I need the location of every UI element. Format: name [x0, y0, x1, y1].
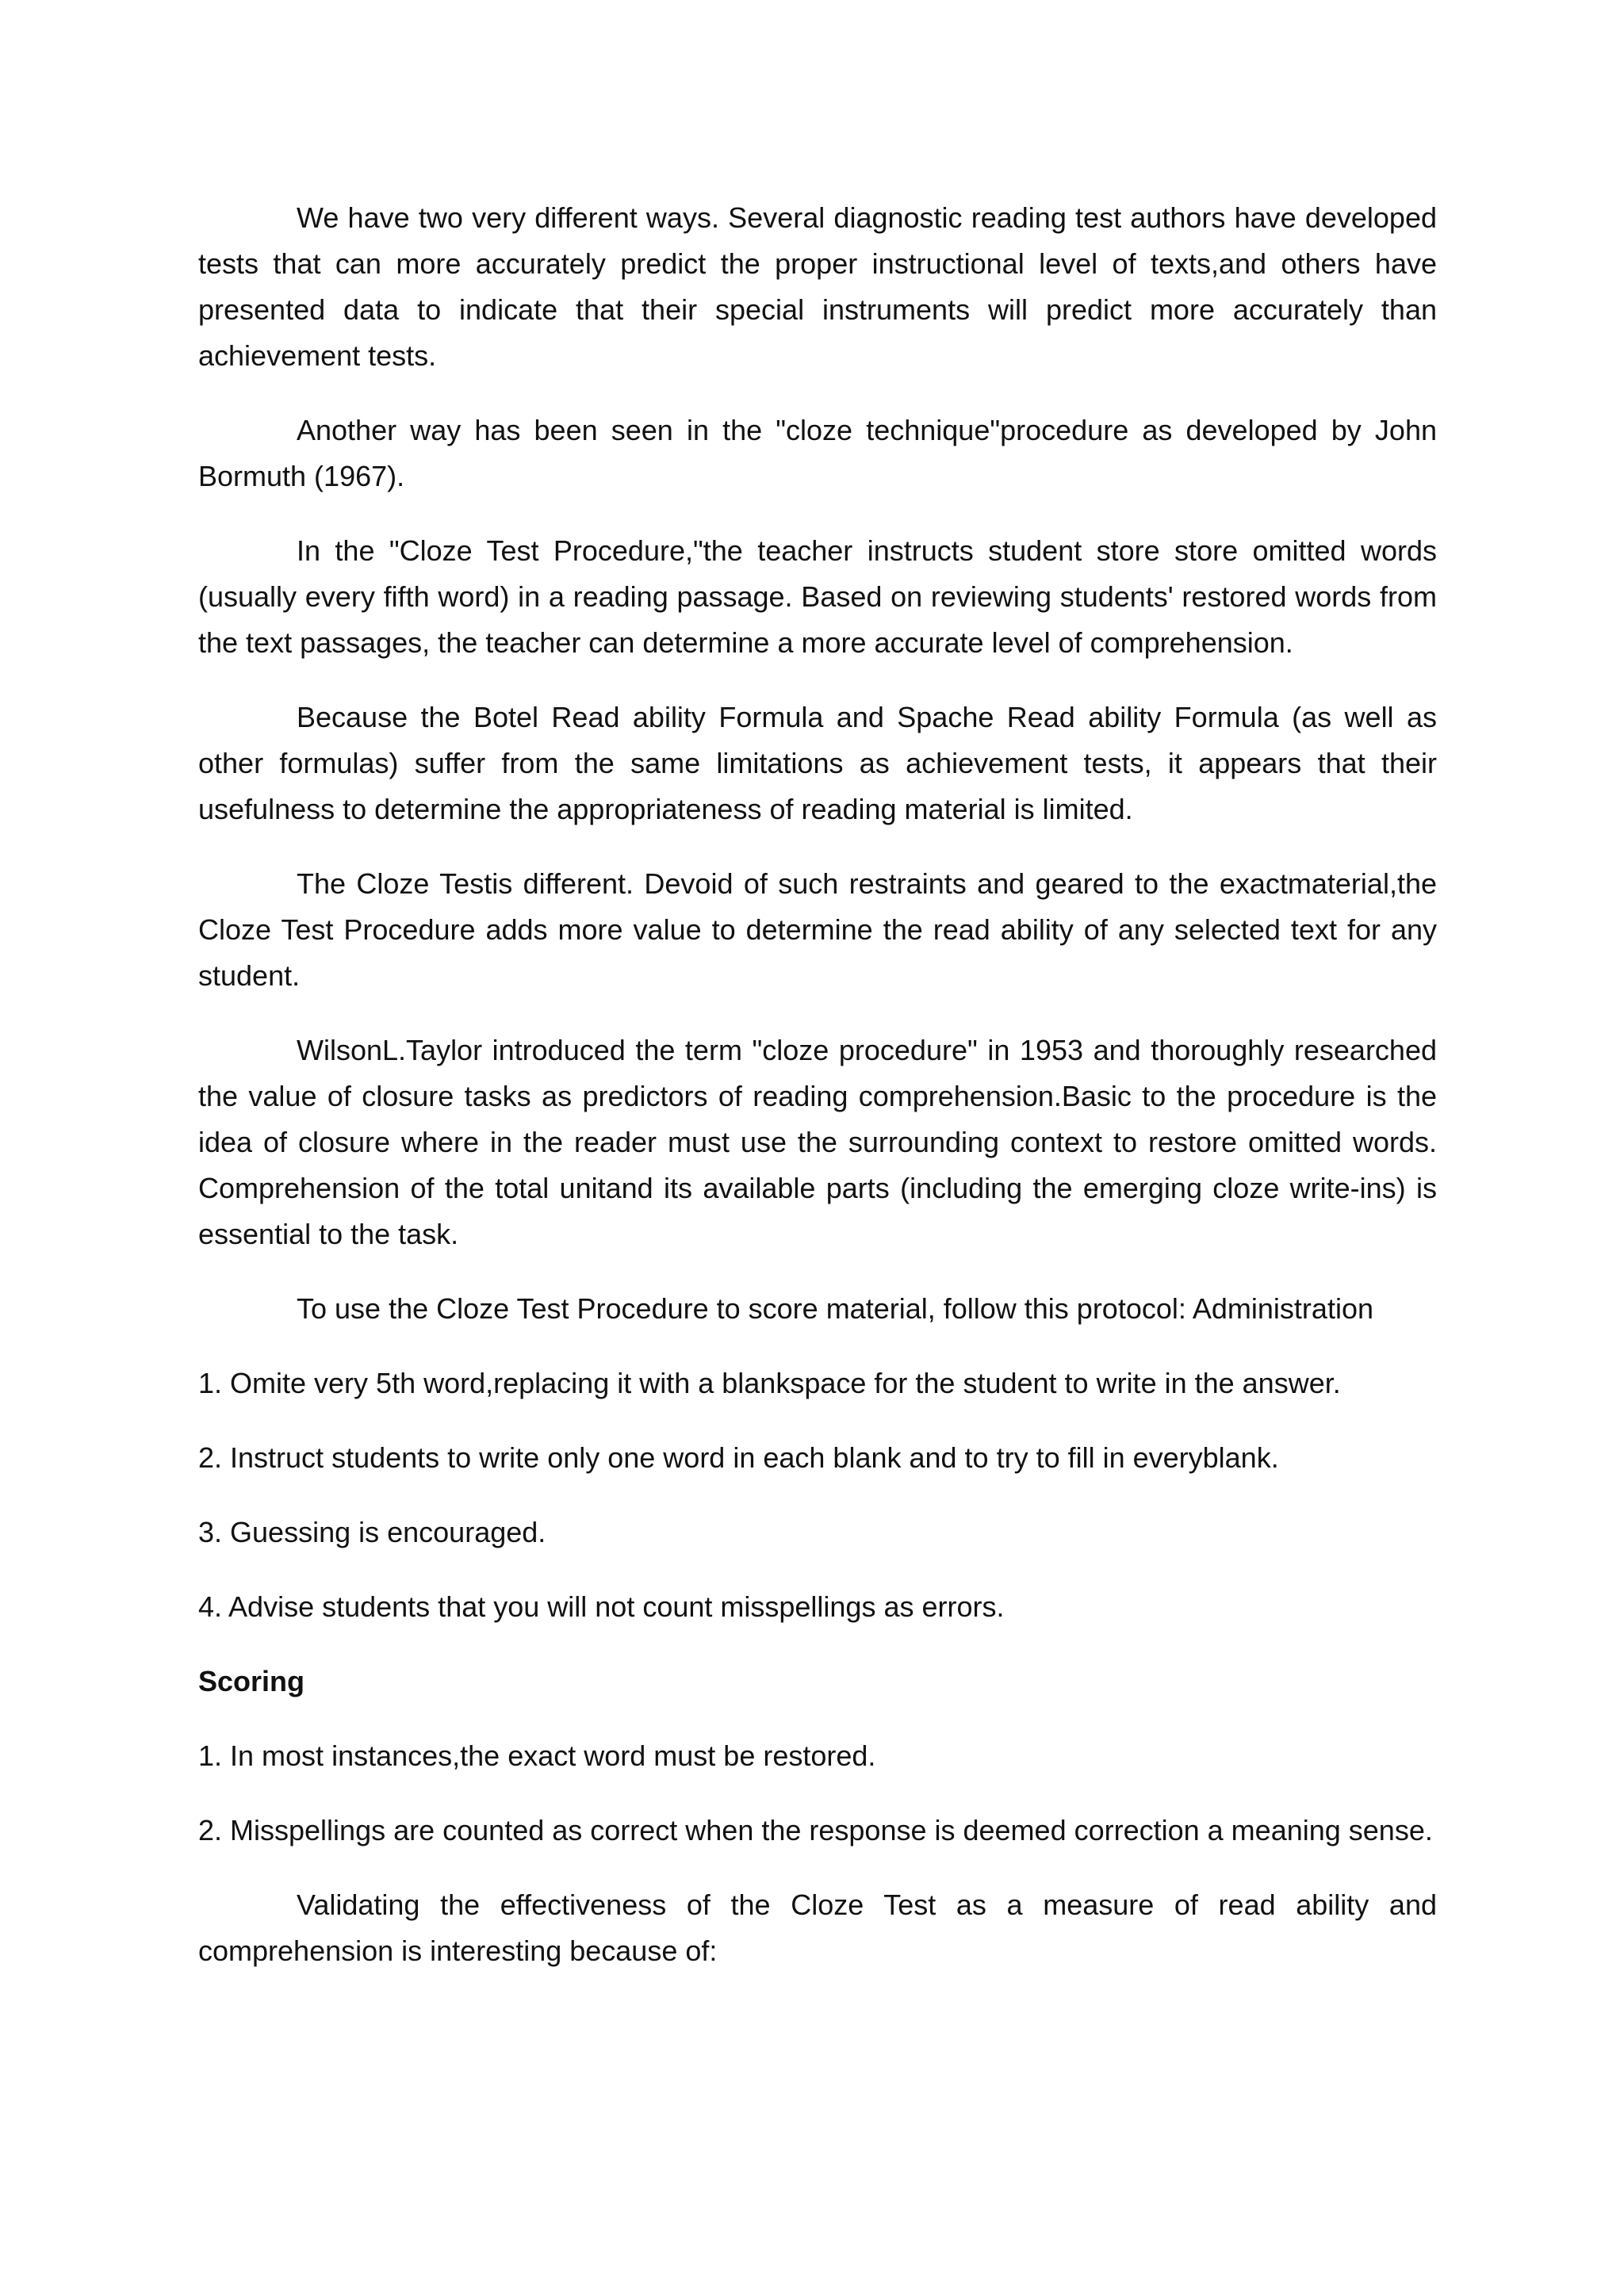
scoring-heading: Scoring: [198, 1665, 305, 1697]
administration-step: 2. Instruct students to write only one word in each blank and to try to fill in everyblank.: [198, 1441, 1279, 1474]
document-body: [198, 195, 1437, 2003]
paragraph-cloze-test-procedure: In the "Cloze Test Procedure,"the teacher instructs student store store omitted words (usually every fifth word) in a reading passage. Based on reviewing students' restored words from the text passages, the teacher can determine a more accurate level of comprehension.: [198, 534, 1437, 659]
administration-step: 4. Advise students that you will not count misspellings as errors.: [198, 1590, 1005, 1623]
administration-step: 3. Guessing is encouraged.: [198, 1516, 546, 1548]
administration-step: 1. Omite very 5th word,replacing it with a blankspace for the student to write in the answer.: [198, 1367, 1341, 1399]
paragraph-wilson-taylor: WilsonL.Taylor introduced the term "cloze procedure" in 1953 and thoroughly researched the value of closure tasks as predictors of reading comprehension.Basic to the procedure is the idea of closure where in the reader must use the surrounding context to restore omitted words. Comprehension of the total unitand its available parts (including the emerging cloze write-ins) is essential to the task.: [198, 1034, 1437, 1250]
paragraph-two-ways: We have two very different ways. Several diagnostic reading test authors have developed tests that can more accurately predict the proper instructional level of texts,and others have presented data to indicate that their special instruments will predict more accurately than achievement tests.: [198, 201, 1437, 372]
paragraph-protocol-administration: To use the Cloze Test Procedure to score material, follow this protocol: Administration: [297, 1292, 1373, 1325]
scoring-step: 2. Misspellings are counted as correct when the response is deemed correction a meaning sense.: [198, 1814, 1433, 1846]
paragraph-cloze-technique: Another way has been seen in the "cloze technique"procedure as developed by John Bormuth (1967).: [198, 414, 1437, 492]
scoring-step: 1. In most instances,the exact word must be restored.: [198, 1739, 876, 1772]
paragraph-cloze-testis-different: The Cloze Testis different. Devoid of such restraints and geared to the exactmaterial,the Cloze Test Procedure adds more value to determine the read ability of any selected text for any student.: [198, 867, 1437, 992]
paragraph-validating: Validating the effectiveness of the Cloze Test as a measure of read ability and comprehension is interesting because of:: [198, 1888, 1437, 1967]
paragraph-readability-formulas: Because the Botel Read ability Formula and Spache Read ability Formula (as well as other formulas) suffer from the same limitations as achievement tests, it appears that their usefulness to determine the appropriateness of reading material is limited.: [198, 701, 1437, 825]
